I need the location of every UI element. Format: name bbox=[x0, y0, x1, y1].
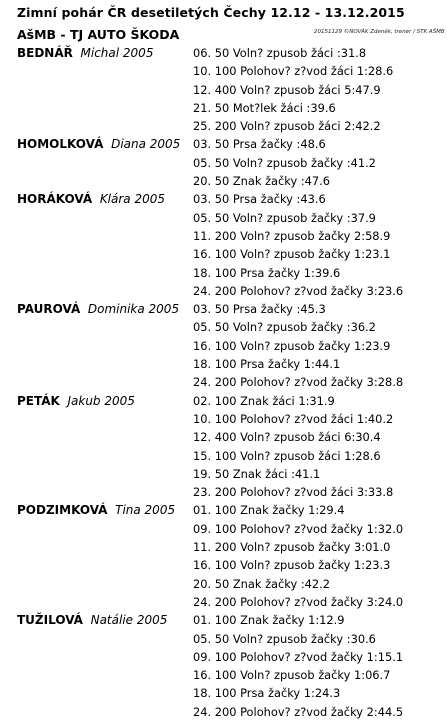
event-entry: 05. 50 Voln? zpusob žačky :30.6 bbox=[193, 631, 376, 646]
athlete-name bbox=[17, 392, 135, 410]
athlete-block bbox=[0, 392, 447, 502]
athlete-list bbox=[0, 44, 447, 721]
event-entry: 20. 50 Znak žačky :47.6 bbox=[193, 174, 331, 189]
athlete-surname: HOMOLKOVÁ bbox=[17, 137, 104, 152]
athlete-name bbox=[17, 300, 179, 318]
club-name: AšMB - TJ AUTO ŠKODA bbox=[17, 27, 180, 42]
event-entry: 24. 200 Polohov? z?vod žačky 2:44.5 bbox=[193, 704, 404, 719]
athlete-given-name-year: Dominika 2005 bbox=[87, 302, 180, 317]
athlete-given-name-year: Michal 2005 bbox=[80, 46, 154, 60]
event-entry: 11. 200 Voln? zpusob žačky 3:01.0 bbox=[193, 540, 391, 555]
athlete-block bbox=[0, 135, 447, 190]
event-entry: 05. 50 Voln? zpusob žačky :41.2 bbox=[193, 155, 376, 170]
event-entry: 02. 100 Znak žáci 1:31.9 bbox=[193, 393, 335, 408]
event-entry: 15. 100 Voln? zpusob žáci 1:28.6 bbox=[193, 448, 381, 463]
athlete-surname: BEDNÁŘ bbox=[17, 46, 73, 60]
event-entry: 03. 50 Prsa žačky :43.6 bbox=[193, 192, 326, 207]
event-entry: 05. 50 Voln? zpusob žačky :37.9 bbox=[193, 210, 376, 225]
athlete-name bbox=[17, 135, 180, 153]
event-entry: 06. 50 Voln? zpusob žáci :31.8 bbox=[193, 46, 367, 60]
event-entry: 12. 400 Voln? zpusob žáci 5:47.9 bbox=[193, 82, 381, 97]
athlete-block bbox=[0, 190, 447, 300]
athlete-surname: HORÁKOVÁ bbox=[17, 192, 93, 207]
event-entry: 24. 200 Polohov? z?vod žačky 3:28.8 bbox=[193, 375, 404, 390]
athlete-name bbox=[17, 190, 165, 208]
athlete-given-name-year: Tina 2005 bbox=[115, 503, 176, 518]
event-entry: 09. 100 Polohov? z?vod žačky 1:15.1 bbox=[193, 649, 404, 664]
event-entry: 24. 200 Polohov? z?vod žačky 3:24.0 bbox=[193, 594, 404, 609]
event-entry: 01. 100 Znak žačky 1:12.9 bbox=[193, 613, 345, 628]
event-entry: 03. 50 Prsa žačky :48.6 bbox=[193, 137, 326, 152]
event-entry: 23. 200 Polohov? z?vod žáci 3:33.8 bbox=[193, 485, 394, 500]
event-entry: 20. 50 Znak žačky :42.2 bbox=[193, 576, 331, 591]
athlete-given-name-year: Natálie 2005 bbox=[90, 613, 168, 628]
event-entry: 11. 200 Voln? zpusob žačky 2:58.9 bbox=[193, 228, 391, 243]
event-entry: 16. 100 Voln? zpusob žačky 1:23.9 bbox=[193, 338, 391, 353]
event-entry: 18. 100 Prsa žačky 1:24.3 bbox=[193, 686, 341, 701]
event-entry: 12. 400 Voln? zpusob žáci 6:30.4 bbox=[193, 430, 381, 445]
athlete-name bbox=[17, 44, 153, 62]
event-entry: 05. 50 Voln? zpusob žačky :36.2 bbox=[193, 320, 376, 335]
event-entry: 10. 100 Polohov? z?vod žáci 1:28.6 bbox=[193, 64, 394, 79]
athlete-surname: PETÁK bbox=[17, 393, 60, 408]
event-entry: 03. 50 Prsa žačky :45.3 bbox=[193, 302, 326, 317]
event-entry: 21. 50 Mot?lek žáci :39.6 bbox=[193, 100, 336, 115]
event-entry: 09. 100 Polohov? z?vod žačky 1:32.0 bbox=[193, 521, 404, 536]
event-entry: 24. 200 Polohov? z?vod žačky 3:23.6 bbox=[193, 283, 404, 298]
athlete-surname: TUŽILOVÁ bbox=[17, 613, 83, 628]
athlete-block bbox=[0, 501, 447, 611]
document-stamp: 20151129 ©NOVÁK Zdeněk, trenér / STK AŠMB bbox=[314, 29, 445, 35]
page-title: Zimní pohár ČR desetiletých Čechy 12.12 - 13.12.2015 bbox=[17, 5, 405, 20]
athlete-block bbox=[0, 44, 447, 135]
event-entry: 19. 50 Znak žáci :41.1 bbox=[193, 466, 321, 481]
event-entry: 10. 100 Polohov? z?vod žáci 1:40.2 bbox=[193, 411, 394, 426]
event-entry: 18. 100 Prsa žačky 1:44.1 bbox=[193, 357, 341, 372]
athlete-name bbox=[17, 501, 175, 519]
athlete-block bbox=[0, 611, 447, 721]
event-entry: 16. 100 Voln? zpusob žačky 1:23.3 bbox=[193, 558, 391, 573]
athlete-surname: PAUROVÁ bbox=[17, 302, 81, 317]
athlete-given-name-year: Jakub 2005 bbox=[67, 393, 135, 408]
athlete-given-name-year: Klára 2005 bbox=[99, 192, 166, 207]
event-entry: 01. 100 Znak žačky 1:29.4 bbox=[193, 503, 345, 518]
event-entry: 16. 100 Voln? zpusob žačky 1:23.1 bbox=[193, 247, 391, 262]
event-entry: 25. 200 Voln? zpusob žáci 2:42.2 bbox=[193, 119, 381, 134]
athlete-name bbox=[17, 611, 167, 629]
athlete-block bbox=[0, 300, 447, 391]
athlete-surname: PODZIMKOVÁ bbox=[17, 503, 108, 518]
event-entry: 18. 100 Prsa žačky 1:39.6 bbox=[193, 265, 341, 280]
event-entry: 16. 100 Voln? zpusob žačky 1:06.7 bbox=[193, 668, 391, 683]
athlete-given-name-year: Diana 2005 bbox=[111, 137, 181, 152]
